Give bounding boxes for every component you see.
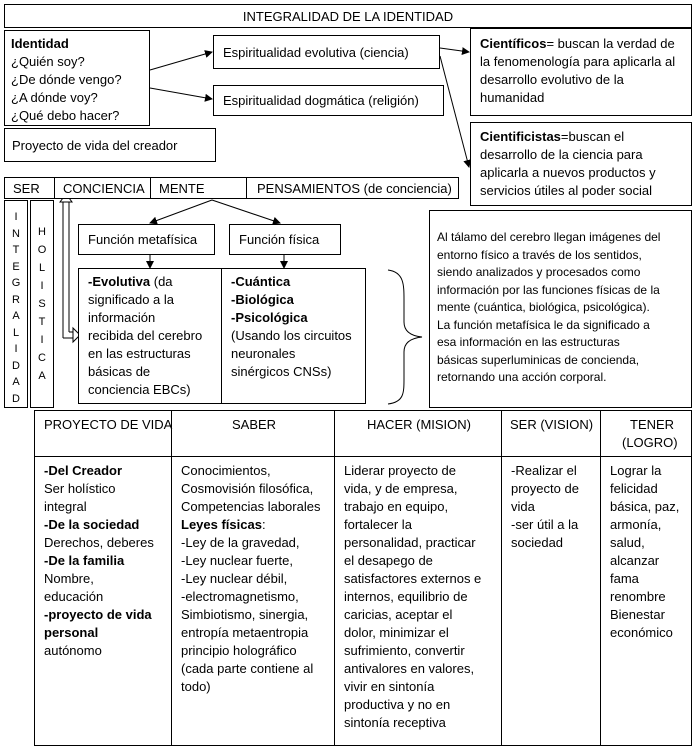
fisica-line: neuronales	[231, 346, 296, 361]
saber-line: Simbiotismo, sinergia,	[181, 607, 309, 622]
talamo-line: entorno físico a través de los sentidos,	[437, 247, 642, 262]
proyecto-creador-box	[4, 128, 216, 162]
tener-line: salud,	[610, 535, 645, 550]
hacer-line: internos, equilibrio de	[344, 589, 468, 604]
holistica-char: I	[40, 334, 44, 346]
proyecto-sociedad-title: -De la sociedad	[44, 517, 140, 532]
hacer-line: sufrimiento, convertir	[344, 643, 465, 658]
label-conciencia: CONCIENCIA	[63, 181, 145, 196]
hacer-line: vida, y de empresa,	[344, 481, 458, 496]
cientificos-line-2: la fenomenología para aplicarla al	[480, 54, 676, 69]
evolutiva-line: conciencia EBCs)	[88, 382, 191, 397]
hacer-line: trabajo en equipo,	[344, 499, 449, 514]
talamo-line: retornando una acción corporal.	[437, 370, 607, 384]
saber-line: -electromagnetismo,	[181, 589, 299, 604]
bottom-table	[34, 410, 692, 746]
integralidad-box	[4, 200, 28, 408]
holistica-char: I	[40, 280, 44, 292]
tener-line: económico	[610, 625, 673, 640]
talamo-line: mente (cuántica, biológica, psicológica).	[437, 300, 650, 314]
evolutiva-line: en las estructuras	[88, 346, 191, 361]
holistica-char: C	[38, 352, 46, 364]
holistica-char: H	[38, 226, 46, 238]
cientificistas-line-4: servicios útiles al poder social	[480, 183, 652, 198]
funcion-fisica-label: Función física	[239, 232, 320, 247]
arrow-evolutiva-cientificistas	[440, 56, 469, 167]
arrow-evolutiva-cientificos	[440, 48, 469, 52]
saber-line: (cada parte contiene al	[181, 661, 314, 676]
question-4: ¿Qué debo hacer?	[11, 108, 120, 123]
holistica-char: L	[38, 262, 46, 274]
page-title: INTEGRALIDAD DE LA IDENTIDAD	[242, 9, 454, 24]
evolutiva-term: -Evolutiva	[88, 274, 151, 289]
identidad-box	[4, 30, 150, 126]
holistica-char: O	[37, 244, 47, 256]
question-3: ¿A dónde voy?	[11, 90, 98, 105]
fisica-line: (Usando los circuitos	[231, 328, 352, 343]
row-labels-box	[4, 177, 459, 199]
talamo-line: siendo analizados y procesados como	[437, 265, 641, 279]
label-ser: SER	[13, 181, 40, 196]
header-saber: SABER	[232, 417, 277, 432]
hacer-line: fortalecer la	[344, 517, 412, 532]
label-mente: MENTE	[159, 181, 205, 196]
saber-line: Conocimientos,	[181, 463, 271, 478]
cientificos-line-1: = buscan la verdad de	[546, 36, 675, 51]
hacer-line: el desapego de	[344, 553, 433, 568]
integralidad-char: T	[12, 244, 20, 256]
ser-line: vida	[511, 499, 535, 514]
tener-line: Lograr la	[610, 463, 662, 478]
label-pensamientos: PENSAMIENTOS (de conciencia)	[257, 181, 452, 196]
biologica-item: -Biológica	[231, 292, 294, 307]
saber-leyes-colon: :	[261, 517, 266, 532]
hacer-line: personalidad, practicar	[344, 535, 476, 550]
holistica-box	[30, 200, 54, 408]
detalle-divider	[221, 269, 222, 403]
arrow-mente-metafisica	[150, 200, 212, 223]
proyecto-creador-title: -Del Creador	[44, 463, 123, 478]
hacer-line: antivalores en valores,	[344, 661, 475, 676]
header-tener-logro: (LOGRO)	[622, 435, 678, 450]
talamo-line: esa información en las estructuras	[437, 335, 620, 349]
title-box	[4, 4, 692, 28]
talamo-line: La función metafísica le da significado a	[437, 317, 650, 332]
integralidad-char: D	[12, 359, 20, 372]
ser-line: sociedad	[511, 535, 564, 550]
tener-line: alcanzar	[610, 553, 660, 568]
hacer-line: satisfactores externos e	[344, 571, 482, 586]
funciones-detalle-box	[78, 268, 366, 404]
cientificos-box	[470, 28, 692, 116]
integralidad-char: I	[14, 343, 18, 355]
proyecto-creador-1: Ser holístico	[44, 481, 116, 496]
saber-line: Cosmovisión filosófica,	[181, 481, 314, 496]
saber-line: principio holográfico	[181, 643, 297, 658]
integralidad-char: N	[12, 227, 20, 240]
proyecto-personal-title-1: -proyecto de vida	[44, 607, 152, 622]
cientificos-line-4: humanidad	[480, 90, 545, 105]
tener-line: fama	[610, 571, 639, 586]
proyecto-sociedad-1: Derechos, deberes	[44, 535, 154, 550]
holistica-char: S	[38, 298, 46, 310]
evolutiva-line: recibida del cerebro	[88, 328, 203, 343]
integralidad-char: L	[12, 326, 20, 339]
espiritualidad-dogmatica-box	[213, 85, 444, 116]
funcion-metafisica-label: Función metafísica	[88, 232, 198, 247]
curly-brace	[388, 270, 422, 404]
integralidad-char: A	[12, 376, 20, 388]
talamo-line: información por las funciones físicas de la	[437, 282, 660, 297]
integralidad-char: I	[14, 211, 18, 223]
cientificos-line-3: desarrollo evolutivo de la	[480, 72, 624, 87]
arrow-identidad-dogmatica	[150, 88, 212, 99]
saber-line: entropía metaentropia	[181, 625, 309, 640]
saber-line: todo)	[181, 679, 211, 694]
evolutiva-line: básicas de	[88, 364, 151, 379]
saber-line: -Ley nuclear débil,	[181, 571, 288, 586]
ser-line: proyecto de	[511, 481, 579, 496]
funcion-metafisica-box	[78, 224, 215, 255]
talamo-line: básicas superluminicas de concienda,	[437, 352, 640, 367]
integralidad-char: G	[11, 277, 21, 289]
talamo-line: Al tálamo del cerebro llegan imágenes del	[437, 230, 661, 244]
ser-line: -ser útil a la	[511, 517, 579, 532]
evolutiva-line: significado a la	[88, 292, 174, 307]
header-hacer: HACER (MISION)	[367, 417, 471, 432]
cientificistas-box	[470, 122, 692, 206]
cuantica-item: -Cuántica	[231, 274, 291, 289]
identidad-heading: Identidad	[11, 36, 69, 51]
proyecto-personal-title-2: personal	[44, 625, 99, 640]
saber-line: Competencias laborales	[181, 499, 321, 514]
tener-line: felicidad	[610, 481, 658, 496]
divider-mente	[150, 177, 151, 199]
tener-line: básica, paz,	[610, 499, 680, 514]
header-tener: TENER	[630, 417, 675, 432]
header-ser: SER (VISION)	[510, 417, 594, 432]
psicologica-item: -Psicológica	[231, 310, 308, 325]
arrow-identidad-evolutiva	[150, 52, 212, 70]
arrow-mente-fisica	[212, 200, 280, 223]
integralidad-char: D	[12, 392, 20, 405]
cientificistas-line-3: aplicarla a nuevos productos y	[480, 165, 656, 180]
proyecto-creador-2: integral	[44, 499, 87, 514]
talamo-box	[429, 210, 692, 408]
proyecto-familia-2: educación	[44, 589, 104, 604]
hacer-line: productiva y no en	[344, 697, 451, 712]
tener-line: armonía,	[610, 517, 662, 532]
question-2: ¿De dónde vengo?	[11, 72, 122, 87]
divider-pensamientos	[246, 177, 247, 199]
proyecto-personal-1: autónomo	[44, 643, 102, 658]
hacer-line: sintonía receptiva	[344, 715, 446, 730]
holistica-char: A	[38, 370, 46, 382]
cientificos-term: Científicos	[480, 36, 547, 51]
espiritualidad-dogmatica-label: Espiritualidad dogmática (religión)	[223, 93, 419, 108]
fisica-line: sinérgicos CNSs)	[231, 364, 332, 379]
hacer-line: Liderar proyecto de	[344, 463, 457, 478]
proyecto-familia-1: Nombre,	[44, 571, 94, 586]
proyecto-creador-label: Proyecto de vida del creador	[12, 138, 178, 153]
funcion-fisica-box	[229, 224, 341, 255]
hacer-line: caricias, aceptar el	[344, 607, 453, 622]
cientificistas-term: Cientificistas	[480, 129, 561, 144]
saber-line: -Ley de la gravedad,	[181, 535, 300, 550]
cientificistas-line-1: =buscan el	[560, 129, 625, 144]
evolutiva-rest: (da	[150, 274, 173, 289]
espiritualidad-evolutiva-box	[213, 35, 440, 69]
tener-line: Bienestar	[610, 607, 665, 622]
integralidad-char: R	[12, 293, 20, 306]
integralidad-char: E	[12, 260, 20, 273]
evolutiva-line: información	[88, 310, 156, 325]
divider-ser	[54, 177, 55, 199]
tener-line: renombre	[610, 589, 666, 604]
question-1: ¿Quién soy?	[11, 54, 85, 69]
saber-leyes-title: Leyes físicas	[181, 517, 262, 532]
integralidad-char: A	[12, 310, 20, 322]
proyecto-familia-title: -De la familia	[44, 553, 125, 568]
saber-line: -Ley nuclear fuerte,	[181, 553, 294, 568]
ser-line: -Realizar el	[511, 463, 577, 478]
espiritualidad-evolutiva-label: Espiritualidad evolutiva (ciencia)	[223, 45, 409, 60]
hacer-line: vivir en sintonía	[344, 679, 435, 694]
hacer-line: dolor, minimizar el	[344, 625, 449, 640]
header-proyecto: PROYECTO DE VIDA	[44, 417, 173, 432]
holistica-char: T	[38, 316, 46, 328]
cientificistas-line-2: desarrollo de la ciencia para	[480, 147, 643, 162]
